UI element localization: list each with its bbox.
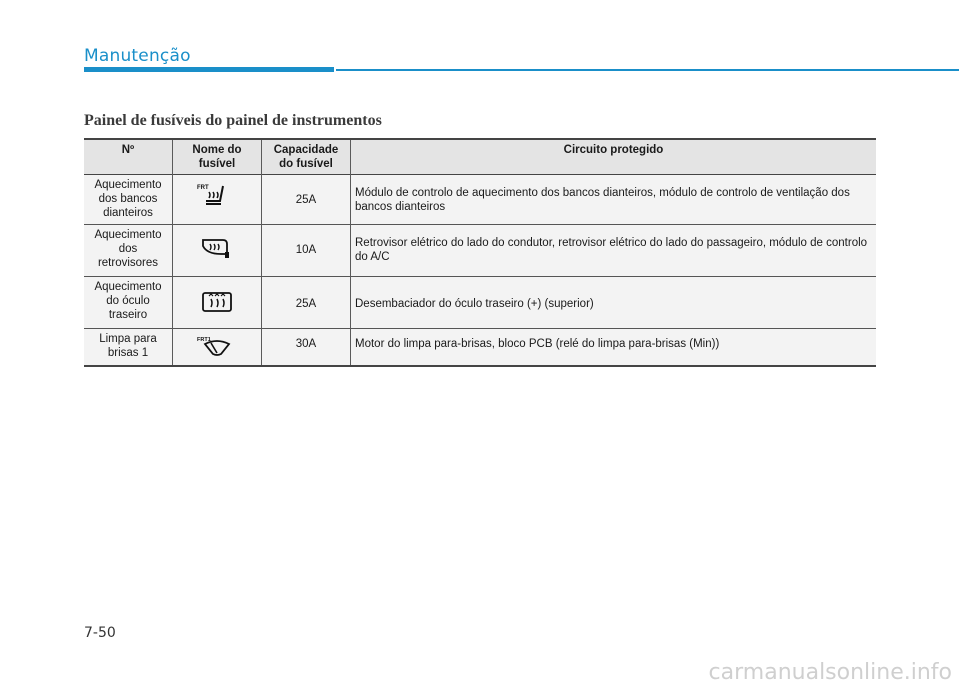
page-heading: Painel de fusíveis do painel de instrumentos bbox=[84, 112, 382, 129]
front-seat-heater-icon bbox=[195, 180, 239, 214]
fuse-circuit: Módulo de controlo de aquecimento dos bancos dianteiros, módulo de controlo de ventilação dos bancos dianteiros bbox=[351, 175, 877, 225]
mirror-heater-icon bbox=[197, 236, 237, 266]
icon-label: FRT bbox=[197, 185, 209, 191]
table-header-row bbox=[84, 139, 876, 175]
fuse-circuit: Desembaciador do óculo traseiro (+) (superior) bbox=[351, 277, 877, 329]
fuse-circuit: Motor do limpa para-brisas, bloco PCB (relé do limpa para-brisas (Min)) bbox=[351, 329, 877, 367]
front-wiper-icon bbox=[195, 334, 239, 362]
fuse-name: Limpa para brisas 1 bbox=[99, 333, 157, 359]
header-rule-thick bbox=[84, 67, 334, 72]
table-row bbox=[84, 329, 876, 367]
fuse-name: Aquecimento do óculo traseiro bbox=[94, 281, 162, 321]
rear-defroster-icon bbox=[197, 290, 237, 318]
fuse-capacity: 25A bbox=[262, 175, 351, 225]
icon-label: FRT1 bbox=[197, 337, 211, 343]
header-rule-thin bbox=[336, 69, 959, 71]
col-header-name: Nome do fusível bbox=[173, 139, 262, 175]
fuse-capacity: 25A bbox=[262, 277, 351, 329]
fuse-capacity: 30A bbox=[262, 329, 351, 367]
page-number: 7-50 bbox=[84, 625, 116, 641]
fuse-icon-cell bbox=[173, 175, 262, 225]
fuse-icon-cell bbox=[173, 225, 262, 277]
fuse-table bbox=[84, 138, 876, 367]
table-row bbox=[84, 175, 876, 225]
fuse-name: Aquecimento dos bancos dianteiros bbox=[94, 179, 162, 219]
col-header-num: Nº bbox=[121, 144, 135, 156]
table-row bbox=[84, 225, 876, 277]
fuse-icon-cell bbox=[173, 277, 262, 329]
fuse-circuit: Retrovisor elétrico do lado do condutor, retrovisor elétrico do lado do passageiro, módulo de controlo do A/C bbox=[351, 225, 877, 277]
fuse-icon-cell bbox=[173, 329, 262, 367]
fuse-capacity: 10A bbox=[262, 225, 351, 277]
table-row bbox=[84, 277, 876, 329]
fuse-name: Aquecimento dos retrovisores bbox=[94, 229, 162, 269]
watermark: carmanualsonline.info bbox=[708, 660, 952, 685]
col-header-circuit: Circuito protegido bbox=[351, 139, 877, 175]
col-header-capacity: Capacidade do fusível bbox=[262, 139, 351, 175]
section-title: Manutenção bbox=[84, 46, 191, 66]
